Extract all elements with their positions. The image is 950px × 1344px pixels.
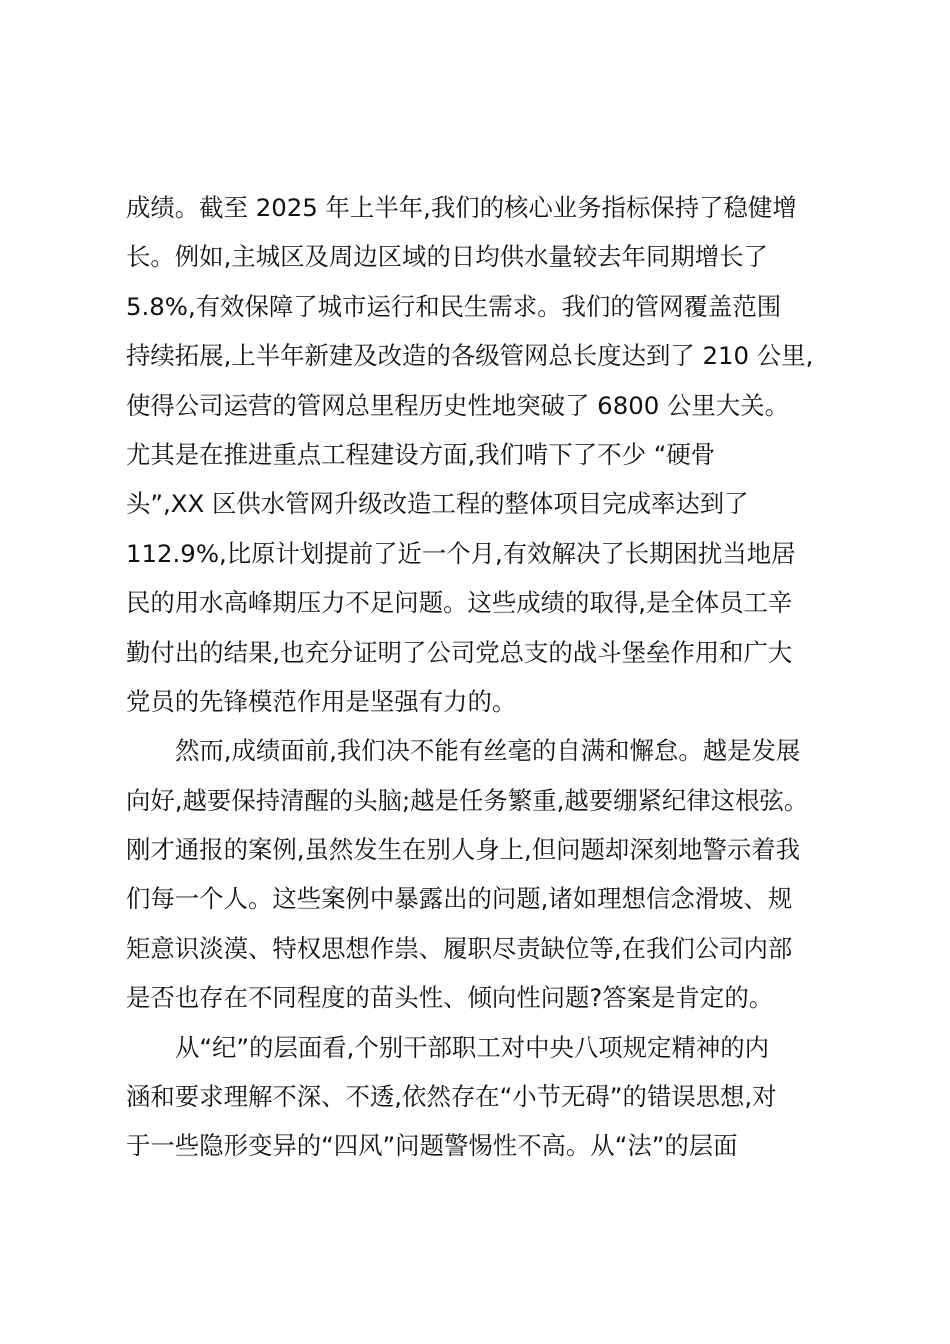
text-line: 112.9%,比原计划提前了近一个月,有效解决了长期困扰当地居 xyxy=(126,538,796,568)
text-line: 党员的先锋模范作用是坚强有力的。 xyxy=(126,686,517,716)
text-line: 头”,XX 区供水管网升级改造工程的整体项目完成率达到了 xyxy=(126,489,749,519)
text-line: 涵和要求理解不深、不透,依然存在“小节无碍”的错误思想,对 xyxy=(126,1082,777,1112)
text-line: 刚才通报的案例,虽然发生在别人身上,但问题却深刻地警示着我 xyxy=(126,835,801,865)
text-line: 向好,越要保持清醒的头脑;越是任务繁重,越要绷紧纪律这根弦。 xyxy=(126,785,809,815)
text-line: 使得公司运营的管网总里程历史性地突破了 6800 公里大关。 xyxy=(126,390,789,420)
text-line: 长。例如,主城区及周边区域的日均供水量较去年同期增长了 xyxy=(126,242,768,272)
text-line: 矩意识淡漠、特权思想作祟、履职尽责缺位等,在我们公司内部 xyxy=(126,933,793,963)
text-line: 民的用水高峰期压力不足问题。这些成绩的取得,是全体员工辛 xyxy=(126,588,793,618)
text-line: 于一些隐形变异的“四风”问题警惕性不高。从“法”的层面 xyxy=(126,1131,738,1161)
document-body xyxy=(126,183,836,1171)
text-line: 持续拓展,上半年新建及改造的各级管网总长度达到了 210 公里, xyxy=(126,341,814,371)
text-line: 然而,成绩面前,我们决不能有丝毫的自满和懈怠。越是发展 xyxy=(175,736,801,766)
text-line: 们每一个人。这些案例中暴露出的问题,诸如理想信念滑坡、规 xyxy=(126,884,793,914)
text-line: 是否也存在不同程度的苗头性、倾向性问题?答案是肯定的。 xyxy=(126,983,774,1013)
text-line: 尤其是在推进重点工程建设方面,我们啃下了不少 “硬骨 xyxy=(126,439,716,469)
text-line: 成绩。截至 2025 年上半年,我们的核心业务指标保持了稳健增 xyxy=(126,193,797,222)
text-line: 勤付出的结果,也充分证明了公司党总支的战斗堡垒作用和广大 xyxy=(126,637,793,667)
text-line: 5.8%,有效保障了城市运行和民生需求。我们的管网覆盖范围 xyxy=(126,291,782,321)
text-line: 从“纪”的层面看,个别干部职工对中央八项规定精神的内 xyxy=(175,1032,770,1062)
